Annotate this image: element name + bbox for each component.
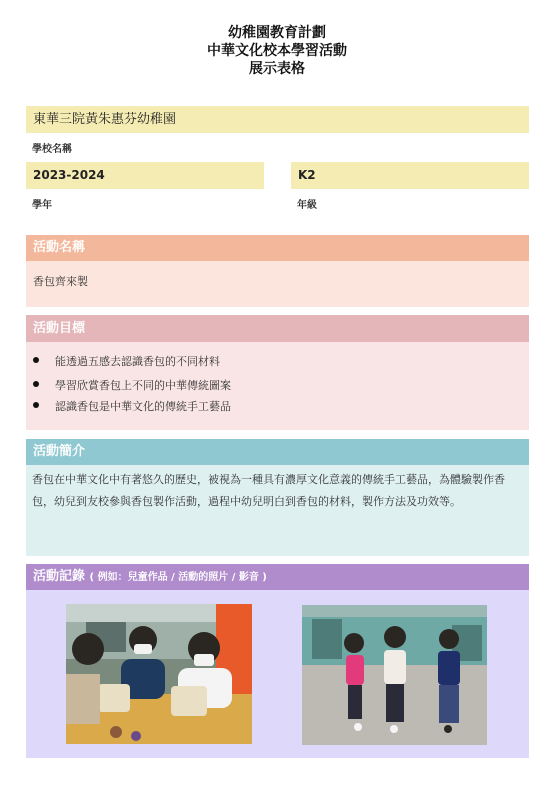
activity-aims-body xyxy=(26,342,529,430)
activity-photo-2 xyxy=(302,605,487,745)
grade-field: K2 xyxy=(291,162,529,189)
school-year-field: 2023-2024 xyxy=(26,162,264,189)
page-header xyxy=(0,24,554,78)
bullet-icon xyxy=(33,357,39,363)
activity-record-note: ( 例如：兒童作品 / 活動的照片 / 影音 ) xyxy=(89,572,267,583)
activity-name-body xyxy=(26,261,529,307)
school-year-label: 學年 xyxy=(32,200,52,211)
photo-1-image xyxy=(66,604,252,744)
activity-intro-body xyxy=(26,465,529,556)
activity-photo-1 xyxy=(66,604,252,744)
activity-aims-heading: 活動目標 xyxy=(26,315,529,342)
bullet-icon xyxy=(33,402,39,408)
activity-record-title: 活動記錄 xyxy=(33,569,86,584)
activity-name-heading: 活動名稱 xyxy=(26,235,529,261)
activity-intro-heading: 活動簡介 xyxy=(26,439,529,465)
grade-label: 年級 xyxy=(297,200,317,211)
activity-name-value: 香包齊來製 xyxy=(33,275,88,288)
activity-record-heading xyxy=(26,564,529,590)
header-line-1: 幼稚園教育計劃 xyxy=(228,25,326,41)
aim-text: 學習欣賞香包上不同的中華傳統圖案 xyxy=(55,379,231,392)
bullet-icon xyxy=(33,381,39,387)
activity-intro-text: 香包在中華文化中有著悠久的歷史，被視為一種具有濃厚文化意義的傳統手工藝品，為體驗製作香包，幼兒到友校參與香包製作活動，過程中幼兒明白到香包的材料，製作方法及功效等。 xyxy=(32,473,505,508)
school-name-field: 東華三院黃朱惠芬幼稚園 xyxy=(26,106,529,133)
photo-2-image xyxy=(302,605,487,745)
aim-text: 認識香包是中華文化的傳統手工藝品 xyxy=(55,400,231,413)
header-line-2: 中華文化校本學習活動 xyxy=(207,43,347,59)
school-name-label: 學校名稱 xyxy=(32,144,72,155)
header-line-3: 展示表格 xyxy=(249,61,305,77)
aim-text: 能透過五感去認識香包的不同材料 xyxy=(55,355,220,368)
